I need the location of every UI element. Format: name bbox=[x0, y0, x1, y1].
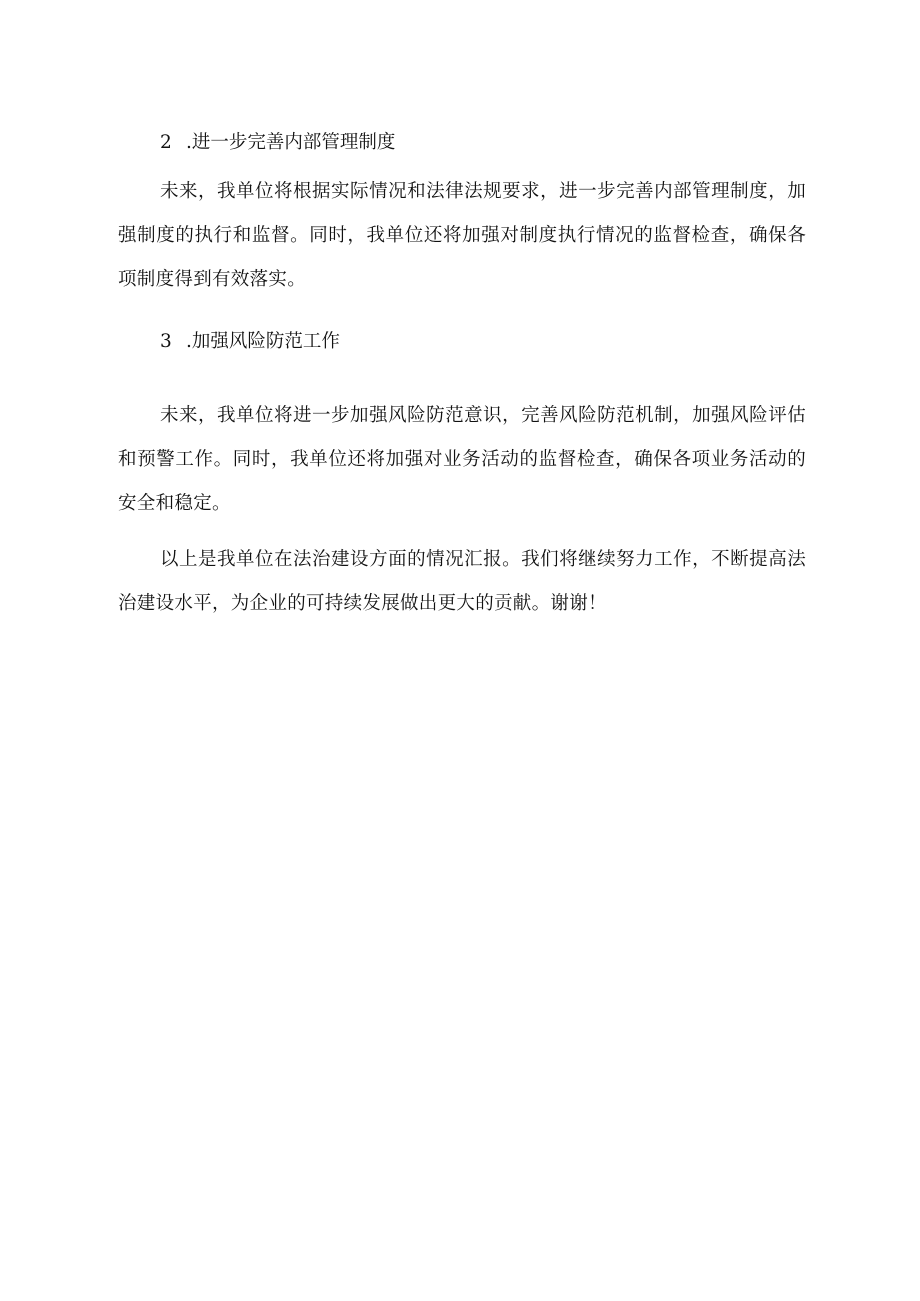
section-heading-3 bbox=[160, 328, 340, 356]
section-title: .进一步完善内部管理制度 bbox=[186, 132, 396, 153]
section-number: 2 bbox=[160, 132, 172, 153]
closing-paragraph: 以上是我单位在法治建设方面的情况汇报。我们将继续努力工作，不断提高法治建设水平，为企业的可持续发展做出更大的贡献。谢谢！ bbox=[118, 549, 806, 614]
section-paragraph-3: 未来，我单位将进一步加强风险防范意识，完善风险防范机制，加强风险评估和预警工作。同时，我单位还将加强对业务活动的监督检查，确保各项业务活动的安全和稳定。 bbox=[118, 405, 806, 514]
section-title: .加强风险防范工作 bbox=[186, 331, 340, 352]
section-number: 3 bbox=[160, 331, 172, 352]
section-paragraph-2: 未来，我单位将根据实际情况和法律法规要求，进一步完善内部管理制度，加强制度的执行和监督。同时，我单位还将加强对制度执行情况的监督检查，确保各项制度得到有效落实。 bbox=[118, 181, 806, 290]
section-heading-2 bbox=[160, 129, 395, 157]
